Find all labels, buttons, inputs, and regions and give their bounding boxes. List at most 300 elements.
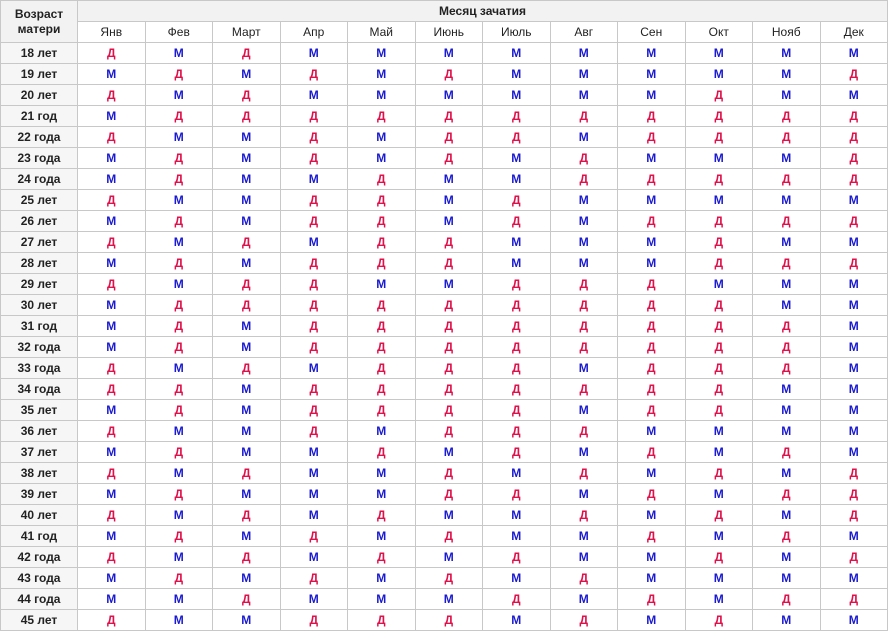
boy-cell: М bbox=[415, 547, 483, 568]
table-row bbox=[1, 568, 888, 589]
boy-cell: М bbox=[78, 589, 146, 610]
table-row bbox=[1, 610, 888, 631]
girl-cell: Д bbox=[415, 526, 483, 547]
boy-cell: М bbox=[618, 232, 686, 253]
mother-age-cell: 38 лет bbox=[1, 463, 78, 484]
boy-cell: М bbox=[550, 358, 618, 379]
girl-cell: Д bbox=[550, 463, 618, 484]
table-row bbox=[1, 379, 888, 400]
boy-cell: М bbox=[753, 379, 821, 400]
girl-cell: Д bbox=[753, 316, 821, 337]
girl-cell: Д bbox=[415, 379, 483, 400]
boy-cell: М bbox=[415, 169, 483, 190]
boy-cell: М bbox=[550, 64, 618, 85]
girl-cell: Д bbox=[280, 610, 348, 631]
mother-age-cell: 35 лет bbox=[1, 400, 78, 421]
table-row bbox=[1, 358, 888, 379]
girl-cell: Д bbox=[348, 547, 416, 568]
girl-cell: Д bbox=[213, 505, 281, 526]
mother-age-cell: 22 года bbox=[1, 127, 78, 148]
table-row bbox=[1, 148, 888, 169]
girl-cell: Д bbox=[550, 295, 618, 316]
table-row bbox=[1, 400, 888, 421]
table-row bbox=[1, 106, 888, 127]
boy-cell: М bbox=[280, 358, 348, 379]
girl-cell: Д bbox=[348, 190, 416, 211]
girl-cell: Д bbox=[820, 484, 888, 505]
boy-cell: М bbox=[753, 400, 821, 421]
girl-cell: Д bbox=[280, 274, 348, 295]
boy-cell: М bbox=[685, 442, 753, 463]
boy-cell: М bbox=[78, 106, 146, 127]
month-header: Май bbox=[348, 22, 416, 43]
mother-age-cell: 18 лет bbox=[1, 43, 78, 64]
mother-age-cell: 36 лет bbox=[1, 421, 78, 442]
mother-age-cell: 19 лет bbox=[1, 64, 78, 85]
boy-cell: М bbox=[145, 505, 213, 526]
girl-cell: Д bbox=[550, 610, 618, 631]
boy-cell: М bbox=[685, 64, 753, 85]
mother-age-cell: 44 года bbox=[1, 589, 78, 610]
mother-age-cell: 25 лет bbox=[1, 190, 78, 211]
boy-cell: М bbox=[550, 43, 618, 64]
boy-cell: М bbox=[415, 43, 483, 64]
boy-cell: М bbox=[145, 85, 213, 106]
boy-cell: М bbox=[483, 463, 551, 484]
boy-cell: М bbox=[550, 400, 618, 421]
girl-cell: Д bbox=[685, 610, 753, 631]
table-body bbox=[1, 43, 888, 631]
girl-cell: Д bbox=[415, 295, 483, 316]
girl-cell: Д bbox=[348, 169, 416, 190]
girl-cell: Д bbox=[618, 526, 686, 547]
boy-cell: М bbox=[145, 127, 213, 148]
girl-cell: Д bbox=[213, 463, 281, 484]
boy-cell: М bbox=[753, 568, 821, 589]
mother-age-cell: 41 год bbox=[1, 526, 78, 547]
girl-cell: Д bbox=[213, 547, 281, 568]
girl-cell: Д bbox=[145, 442, 213, 463]
boy-cell: М bbox=[348, 484, 416, 505]
boy-cell: М bbox=[145, 232, 213, 253]
girl-cell: Д bbox=[685, 505, 753, 526]
table-row bbox=[1, 526, 888, 547]
girl-cell: Д bbox=[483, 316, 551, 337]
table-row bbox=[1, 85, 888, 106]
mother-age-cell: 24 года bbox=[1, 169, 78, 190]
boy-cell: М bbox=[753, 148, 821, 169]
girl-cell: Д bbox=[618, 400, 686, 421]
boy-cell: М bbox=[753, 505, 821, 526]
girl-cell: Д bbox=[550, 505, 618, 526]
boy-cell: М bbox=[145, 547, 213, 568]
girl-cell: Д bbox=[415, 253, 483, 274]
boy-cell: М bbox=[280, 505, 348, 526]
boy-cell: М bbox=[550, 127, 618, 148]
girl-cell: Д bbox=[483, 358, 551, 379]
boy-cell: М bbox=[618, 568, 686, 589]
girl-cell: Д bbox=[685, 337, 753, 358]
girl-cell: Д bbox=[753, 337, 821, 358]
boy-cell: М bbox=[280, 442, 348, 463]
month-header-row bbox=[1, 22, 888, 43]
boy-cell: М bbox=[618, 421, 686, 442]
boy-cell: М bbox=[213, 253, 281, 274]
boy-cell: М bbox=[483, 526, 551, 547]
boy-cell: М bbox=[145, 43, 213, 64]
girl-cell: Д bbox=[213, 106, 281, 127]
boy-cell: М bbox=[415, 274, 483, 295]
girl-cell: Д bbox=[550, 106, 618, 127]
boy-cell: М bbox=[145, 421, 213, 442]
boy-cell: М bbox=[483, 169, 551, 190]
girl-cell: Д bbox=[550, 148, 618, 169]
boy-cell: М bbox=[820, 43, 888, 64]
girl-cell: Д bbox=[78, 85, 146, 106]
girl-cell: Д bbox=[483, 589, 551, 610]
boy-cell: М bbox=[820, 442, 888, 463]
girl-cell: Д bbox=[618, 442, 686, 463]
girl-cell: Д bbox=[280, 526, 348, 547]
month-header: Авг bbox=[550, 22, 618, 43]
girl-cell: Д bbox=[618, 358, 686, 379]
boy-cell: М bbox=[685, 274, 753, 295]
girl-cell: Д bbox=[483, 337, 551, 358]
boy-cell: М bbox=[820, 610, 888, 631]
girl-cell: Д bbox=[280, 379, 348, 400]
boy-cell: М bbox=[550, 589, 618, 610]
girl-cell: Д bbox=[145, 64, 213, 85]
boy-cell: М bbox=[145, 463, 213, 484]
boy-cell: М bbox=[550, 526, 618, 547]
boy-cell: М bbox=[78, 442, 146, 463]
girl-cell: Д bbox=[213, 43, 281, 64]
boy-cell: М bbox=[618, 547, 686, 568]
mother-age-header-line2: матери bbox=[17, 21, 61, 36]
girl-cell: Д bbox=[820, 211, 888, 232]
girl-cell: Д bbox=[618, 106, 686, 127]
girl-cell: Д bbox=[145, 400, 213, 421]
table-row bbox=[1, 589, 888, 610]
mother-age-cell: 33 года bbox=[1, 358, 78, 379]
boy-cell: М bbox=[280, 589, 348, 610]
boy-cell: М bbox=[820, 274, 888, 295]
month-header: Июль bbox=[483, 22, 551, 43]
girl-cell: Д bbox=[483, 442, 551, 463]
table-row bbox=[1, 169, 888, 190]
girl-cell: Д bbox=[483, 547, 551, 568]
girl-cell: Д bbox=[753, 253, 821, 274]
boy-cell: М bbox=[145, 190, 213, 211]
girl-cell: Д bbox=[483, 295, 551, 316]
boy-cell: М bbox=[415, 190, 483, 211]
girl-cell: Д bbox=[348, 400, 416, 421]
girl-cell: Д bbox=[685, 211, 753, 232]
girl-cell: Д bbox=[280, 211, 348, 232]
girl-cell: Д bbox=[280, 190, 348, 211]
girl-cell: Д bbox=[145, 211, 213, 232]
boy-cell: М bbox=[483, 43, 551, 64]
girl-cell: Д bbox=[685, 379, 753, 400]
boy-cell: М bbox=[348, 127, 416, 148]
boy-cell: М bbox=[280, 463, 348, 484]
mother-age-cell: 34 года bbox=[1, 379, 78, 400]
mother-age-cell: 21 год bbox=[1, 106, 78, 127]
girl-cell: Д bbox=[415, 400, 483, 421]
girl-cell: Д bbox=[280, 568, 348, 589]
mother-age-cell: 27 лет bbox=[1, 232, 78, 253]
girl-cell: Д bbox=[78, 127, 146, 148]
mother-age-header bbox=[1, 1, 78, 43]
boy-cell: М bbox=[213, 568, 281, 589]
girl-cell: Д bbox=[348, 211, 416, 232]
girl-cell: Д bbox=[348, 442, 416, 463]
table-row bbox=[1, 43, 888, 64]
boy-cell: М bbox=[483, 568, 551, 589]
boy-cell: М bbox=[685, 568, 753, 589]
boy-cell: М bbox=[618, 64, 686, 85]
girl-cell: Д bbox=[348, 295, 416, 316]
boy-cell: М bbox=[820, 379, 888, 400]
girl-cell: Д bbox=[415, 148, 483, 169]
boy-cell: М bbox=[78, 169, 146, 190]
table-row bbox=[1, 337, 888, 358]
boy-cell: М bbox=[348, 463, 416, 484]
mother-age-header-line1: Возраст bbox=[14, 6, 64, 21]
girl-cell: Д bbox=[348, 337, 416, 358]
girl-cell: Д bbox=[820, 127, 888, 148]
conception-month-title: Месяц зачатия bbox=[78, 1, 888, 22]
girl-cell: Д bbox=[280, 400, 348, 421]
boy-cell: М bbox=[213, 169, 281, 190]
girl-cell: Д bbox=[820, 64, 888, 85]
girl-cell: Д bbox=[753, 442, 821, 463]
girl-cell: Д bbox=[280, 253, 348, 274]
mother-age-cell: 30 лет bbox=[1, 295, 78, 316]
month-header: Апр bbox=[280, 22, 348, 43]
girl-cell: Д bbox=[685, 400, 753, 421]
girl-cell: Д bbox=[685, 358, 753, 379]
boy-cell: М bbox=[820, 526, 888, 547]
mother-age-cell: 32 года bbox=[1, 337, 78, 358]
boy-cell: М bbox=[820, 232, 888, 253]
month-header: Дек bbox=[820, 22, 888, 43]
boy-cell: М bbox=[753, 274, 821, 295]
girl-cell: Д bbox=[685, 169, 753, 190]
boy-cell: М bbox=[213, 484, 281, 505]
girl-cell: Д bbox=[753, 484, 821, 505]
boy-cell: М bbox=[415, 442, 483, 463]
boy-cell: М bbox=[348, 421, 416, 442]
boy-cell: М bbox=[550, 211, 618, 232]
boy-cell: М bbox=[753, 232, 821, 253]
boy-cell: М bbox=[550, 253, 618, 274]
girl-cell: Д bbox=[348, 610, 416, 631]
boy-cell: М bbox=[145, 358, 213, 379]
girl-cell: Д bbox=[820, 253, 888, 274]
girl-cell: Д bbox=[415, 484, 483, 505]
girl-cell: Д bbox=[550, 169, 618, 190]
boy-cell: М bbox=[78, 253, 146, 274]
boy-cell: М bbox=[213, 211, 281, 232]
table-row bbox=[1, 442, 888, 463]
girl-cell: Д bbox=[483, 274, 551, 295]
boy-cell: М bbox=[550, 484, 618, 505]
boy-cell: М bbox=[753, 463, 821, 484]
boy-cell: М bbox=[78, 148, 146, 169]
boy-cell: М bbox=[753, 85, 821, 106]
boy-cell: М bbox=[753, 64, 821, 85]
girl-cell: Д bbox=[753, 526, 821, 547]
boy-cell: М bbox=[483, 148, 551, 169]
boy-cell: М bbox=[280, 43, 348, 64]
boy-cell: М bbox=[348, 589, 416, 610]
girl-cell: Д bbox=[685, 232, 753, 253]
girl-cell: Д bbox=[415, 358, 483, 379]
boy-cell: М bbox=[348, 526, 416, 547]
girl-cell: Д bbox=[685, 85, 753, 106]
boy-cell: М bbox=[820, 421, 888, 442]
girl-cell: Д bbox=[145, 169, 213, 190]
girl-cell: Д bbox=[145, 484, 213, 505]
boy-cell: М bbox=[348, 148, 416, 169]
girl-cell: Д bbox=[78, 610, 146, 631]
month-header: Нояб bbox=[753, 22, 821, 43]
boy-cell: М bbox=[213, 526, 281, 547]
girl-cell: Д bbox=[78, 358, 146, 379]
table-row bbox=[1, 64, 888, 85]
boy-cell: М bbox=[685, 148, 753, 169]
girl-cell: Д bbox=[145, 316, 213, 337]
boy-cell: М bbox=[78, 295, 146, 316]
girl-cell: Д bbox=[820, 148, 888, 169]
girl-cell: Д bbox=[145, 526, 213, 547]
girl-cell: Д bbox=[280, 316, 348, 337]
girl-cell: Д bbox=[348, 379, 416, 400]
boy-cell: М bbox=[280, 232, 348, 253]
boy-cell: М bbox=[618, 610, 686, 631]
boy-cell: М bbox=[415, 85, 483, 106]
table-row bbox=[1, 295, 888, 316]
girl-cell: Д bbox=[280, 127, 348, 148]
girl-cell: Д bbox=[483, 127, 551, 148]
month-header: Март bbox=[213, 22, 281, 43]
boy-cell: М bbox=[483, 610, 551, 631]
boy-cell: М bbox=[685, 526, 753, 547]
boy-cell: М bbox=[78, 484, 146, 505]
table-row bbox=[1, 232, 888, 253]
boy-cell: М bbox=[820, 295, 888, 316]
girl-cell: Д bbox=[820, 106, 888, 127]
boy-cell: М bbox=[213, 442, 281, 463]
mother-age-cell: 20 лет bbox=[1, 85, 78, 106]
boy-cell: М bbox=[753, 610, 821, 631]
mother-age-cell: 40 лет bbox=[1, 505, 78, 526]
boy-cell: М bbox=[415, 211, 483, 232]
boy-cell: М bbox=[213, 64, 281, 85]
boy-cell: М bbox=[483, 64, 551, 85]
girl-cell: Д bbox=[78, 505, 146, 526]
girl-cell: Д bbox=[145, 379, 213, 400]
girl-cell: Д bbox=[78, 463, 146, 484]
girl-cell: Д bbox=[213, 232, 281, 253]
boy-cell: М bbox=[145, 610, 213, 631]
boy-cell: М bbox=[213, 316, 281, 337]
girl-cell: Д bbox=[483, 379, 551, 400]
boy-cell: М bbox=[820, 568, 888, 589]
boy-cell: М bbox=[213, 610, 281, 631]
girl-cell: Д bbox=[348, 253, 416, 274]
girl-cell: Д bbox=[348, 106, 416, 127]
boy-cell: М bbox=[685, 43, 753, 64]
girl-cell: Д bbox=[415, 106, 483, 127]
girl-cell: Д bbox=[820, 169, 888, 190]
boy-cell: М bbox=[348, 85, 416, 106]
boy-cell: М bbox=[753, 547, 821, 568]
girl-cell: Д bbox=[753, 211, 821, 232]
boy-cell: М bbox=[280, 169, 348, 190]
mother-age-cell: 29 лет bbox=[1, 274, 78, 295]
boy-cell: М bbox=[213, 127, 281, 148]
girl-cell: Д bbox=[483, 400, 551, 421]
girl-cell: Д bbox=[145, 295, 213, 316]
boy-cell: М bbox=[213, 400, 281, 421]
month-header: Июнь bbox=[415, 22, 483, 43]
girl-cell: Д bbox=[618, 379, 686, 400]
mother-age-cell: 45 лет bbox=[1, 610, 78, 631]
mother-age-cell: 37 лет bbox=[1, 442, 78, 463]
girl-cell: Д bbox=[415, 232, 483, 253]
girl-cell: Д bbox=[280, 337, 348, 358]
girl-cell: Д bbox=[550, 379, 618, 400]
table-row bbox=[1, 127, 888, 148]
girl-cell: Д bbox=[820, 505, 888, 526]
boy-cell: М bbox=[213, 190, 281, 211]
girl-cell: Д bbox=[753, 127, 821, 148]
boy-cell: М bbox=[348, 568, 416, 589]
boy-cell: М bbox=[550, 442, 618, 463]
girl-cell: Д bbox=[618, 169, 686, 190]
girl-cell: Д bbox=[685, 463, 753, 484]
girl-cell: Д bbox=[820, 547, 888, 568]
girl-cell: Д bbox=[685, 295, 753, 316]
girl-cell: Д bbox=[753, 106, 821, 127]
table-row bbox=[1, 463, 888, 484]
boy-cell: М bbox=[550, 85, 618, 106]
girl-cell: Д bbox=[415, 568, 483, 589]
girl-cell: Д bbox=[415, 421, 483, 442]
boy-cell: М bbox=[213, 421, 281, 442]
girl-cell: Д bbox=[550, 316, 618, 337]
girl-cell: Д bbox=[618, 211, 686, 232]
boy-cell: М bbox=[820, 85, 888, 106]
boy-cell: М bbox=[78, 211, 146, 232]
boy-cell: М bbox=[348, 274, 416, 295]
boy-cell: М bbox=[483, 232, 551, 253]
boy-cell: М bbox=[280, 484, 348, 505]
boy-cell: М bbox=[820, 400, 888, 421]
boy-cell: М bbox=[348, 43, 416, 64]
boy-cell: М bbox=[213, 379, 281, 400]
boy-cell: М bbox=[415, 505, 483, 526]
girl-cell: Д bbox=[78, 190, 146, 211]
boy-cell: М bbox=[685, 421, 753, 442]
girl-cell: Д bbox=[78, 421, 146, 442]
girl-cell: Д bbox=[753, 589, 821, 610]
boy-cell: М bbox=[820, 337, 888, 358]
girl-cell: Д bbox=[483, 421, 551, 442]
table-row bbox=[1, 421, 888, 442]
